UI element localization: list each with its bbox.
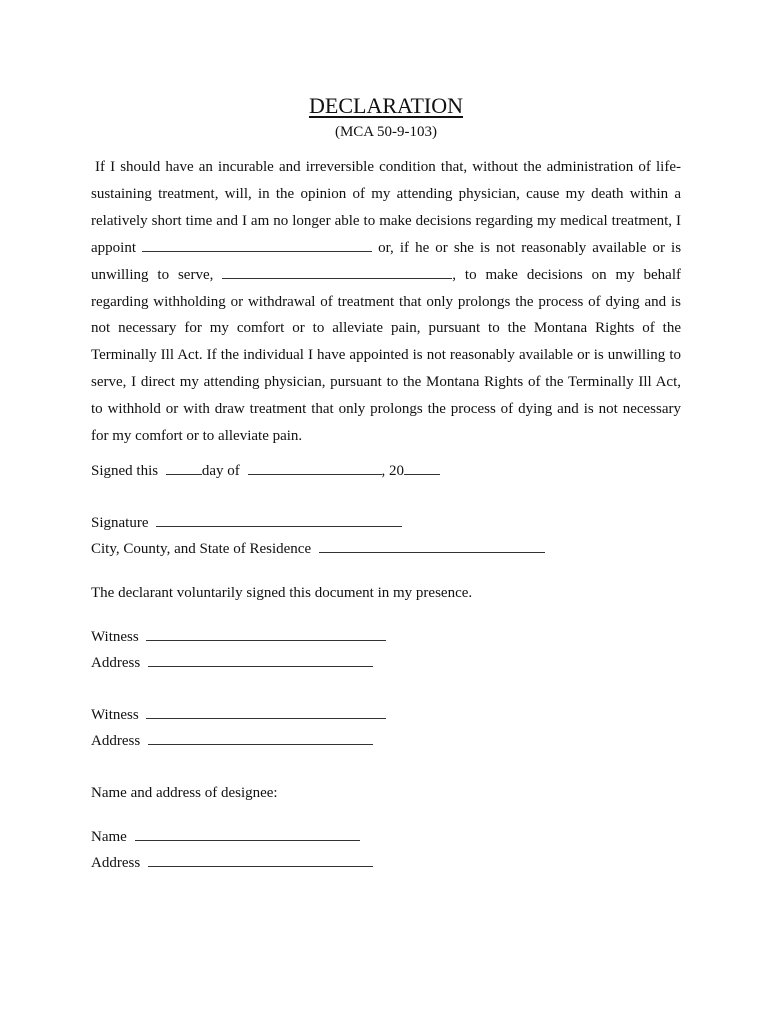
witness1-label: Witness	[91, 628, 139, 645]
address1-label: Address	[91, 654, 141, 671]
designee-name-blank[interactable]	[135, 825, 360, 841]
alternate-appointee-blank[interactable]	[222, 263, 452, 279]
address1-line	[91, 650, 681, 676]
signed-month-blank[interactable]	[248, 459, 382, 475]
witness2-blank[interactable]	[146, 703, 386, 719]
residence-line	[91, 536, 681, 562]
declaration-page	[91, 92, 681, 876]
declarant-statement: The declarant voluntarily signed this document in my presence.	[91, 584, 473, 601]
designee-address-line	[91, 850, 681, 876]
designee-address-blank[interactable]	[148, 851, 373, 867]
signed-year-blank[interactable]	[404, 459, 440, 475]
residence-label: City, County, and State of Residence	[91, 540, 312, 557]
year-prefix-label: , 20	[381, 462, 404, 479]
designee-name-label: Name	[91, 828, 127, 845]
witness1-blank[interactable]	[146, 625, 386, 641]
address2-line	[91, 728, 681, 754]
signature-blank[interactable]	[156, 511, 402, 527]
statute-reference: (MCA 50-9-103)	[334, 124, 438, 140]
declaration-text-part1: If I should have an incurable and irreversible condition that, without the administration of life-sustaining treatment, will, in the opinion of my attending physician, cause my death within a relatively short time and I am no longer able to make decisions regarding my medical treatment, I appoint	[91, 159, 681, 256]
signed-date-line	[91, 458, 681, 484]
signed-this-label: Signed this	[91, 462, 159, 479]
designee-heading: Name and address of designee:	[91, 784, 278, 801]
declaration-text-part3: , to make decisions on my behalf regarding withholding or withdrawal of treatment that only prolongs the process of dying and is not necessary for my comfort or to alleviate pain, pursuant to the Montana Rights of the Terminally Ill Act. If the individual I have appointed is not reasonably available or is unwilling to serve, I direct my attending physician, pursuant to the Montana Rights of the Terminally Ill Act, to withhold or with draw treatment that only prolongs the process of dying and is not necessary for my comfort or to alleviate pain.	[91, 266, 682, 445]
signature-label: Signature	[91, 514, 149, 531]
witness1-line	[91, 624, 681, 650]
designee-name-line	[91, 824, 681, 850]
witness2-label: Witness	[91, 706, 139, 723]
page-title: DECLARATION	[309, 93, 463, 118]
address2-label: Address	[91, 732, 141, 749]
address2-blank[interactable]	[148, 729, 373, 745]
day-of-label: day of	[201, 462, 240, 479]
signed-day-blank[interactable]	[166, 459, 202, 475]
designee-address-label: Address	[91, 854, 141, 871]
appointee-name-blank[interactable]	[142, 236, 372, 252]
declaration-text-part2: or, if he or she is not reasonably available or is unwilling to serve,	[91, 239, 682, 283]
address1-blank[interactable]	[148, 651, 373, 667]
signature-line	[91, 510, 681, 536]
declaration-paragraph	[91, 154, 681, 450]
residence-blank[interactable]	[319, 537, 545, 553]
witness2-line	[91, 702, 681, 728]
